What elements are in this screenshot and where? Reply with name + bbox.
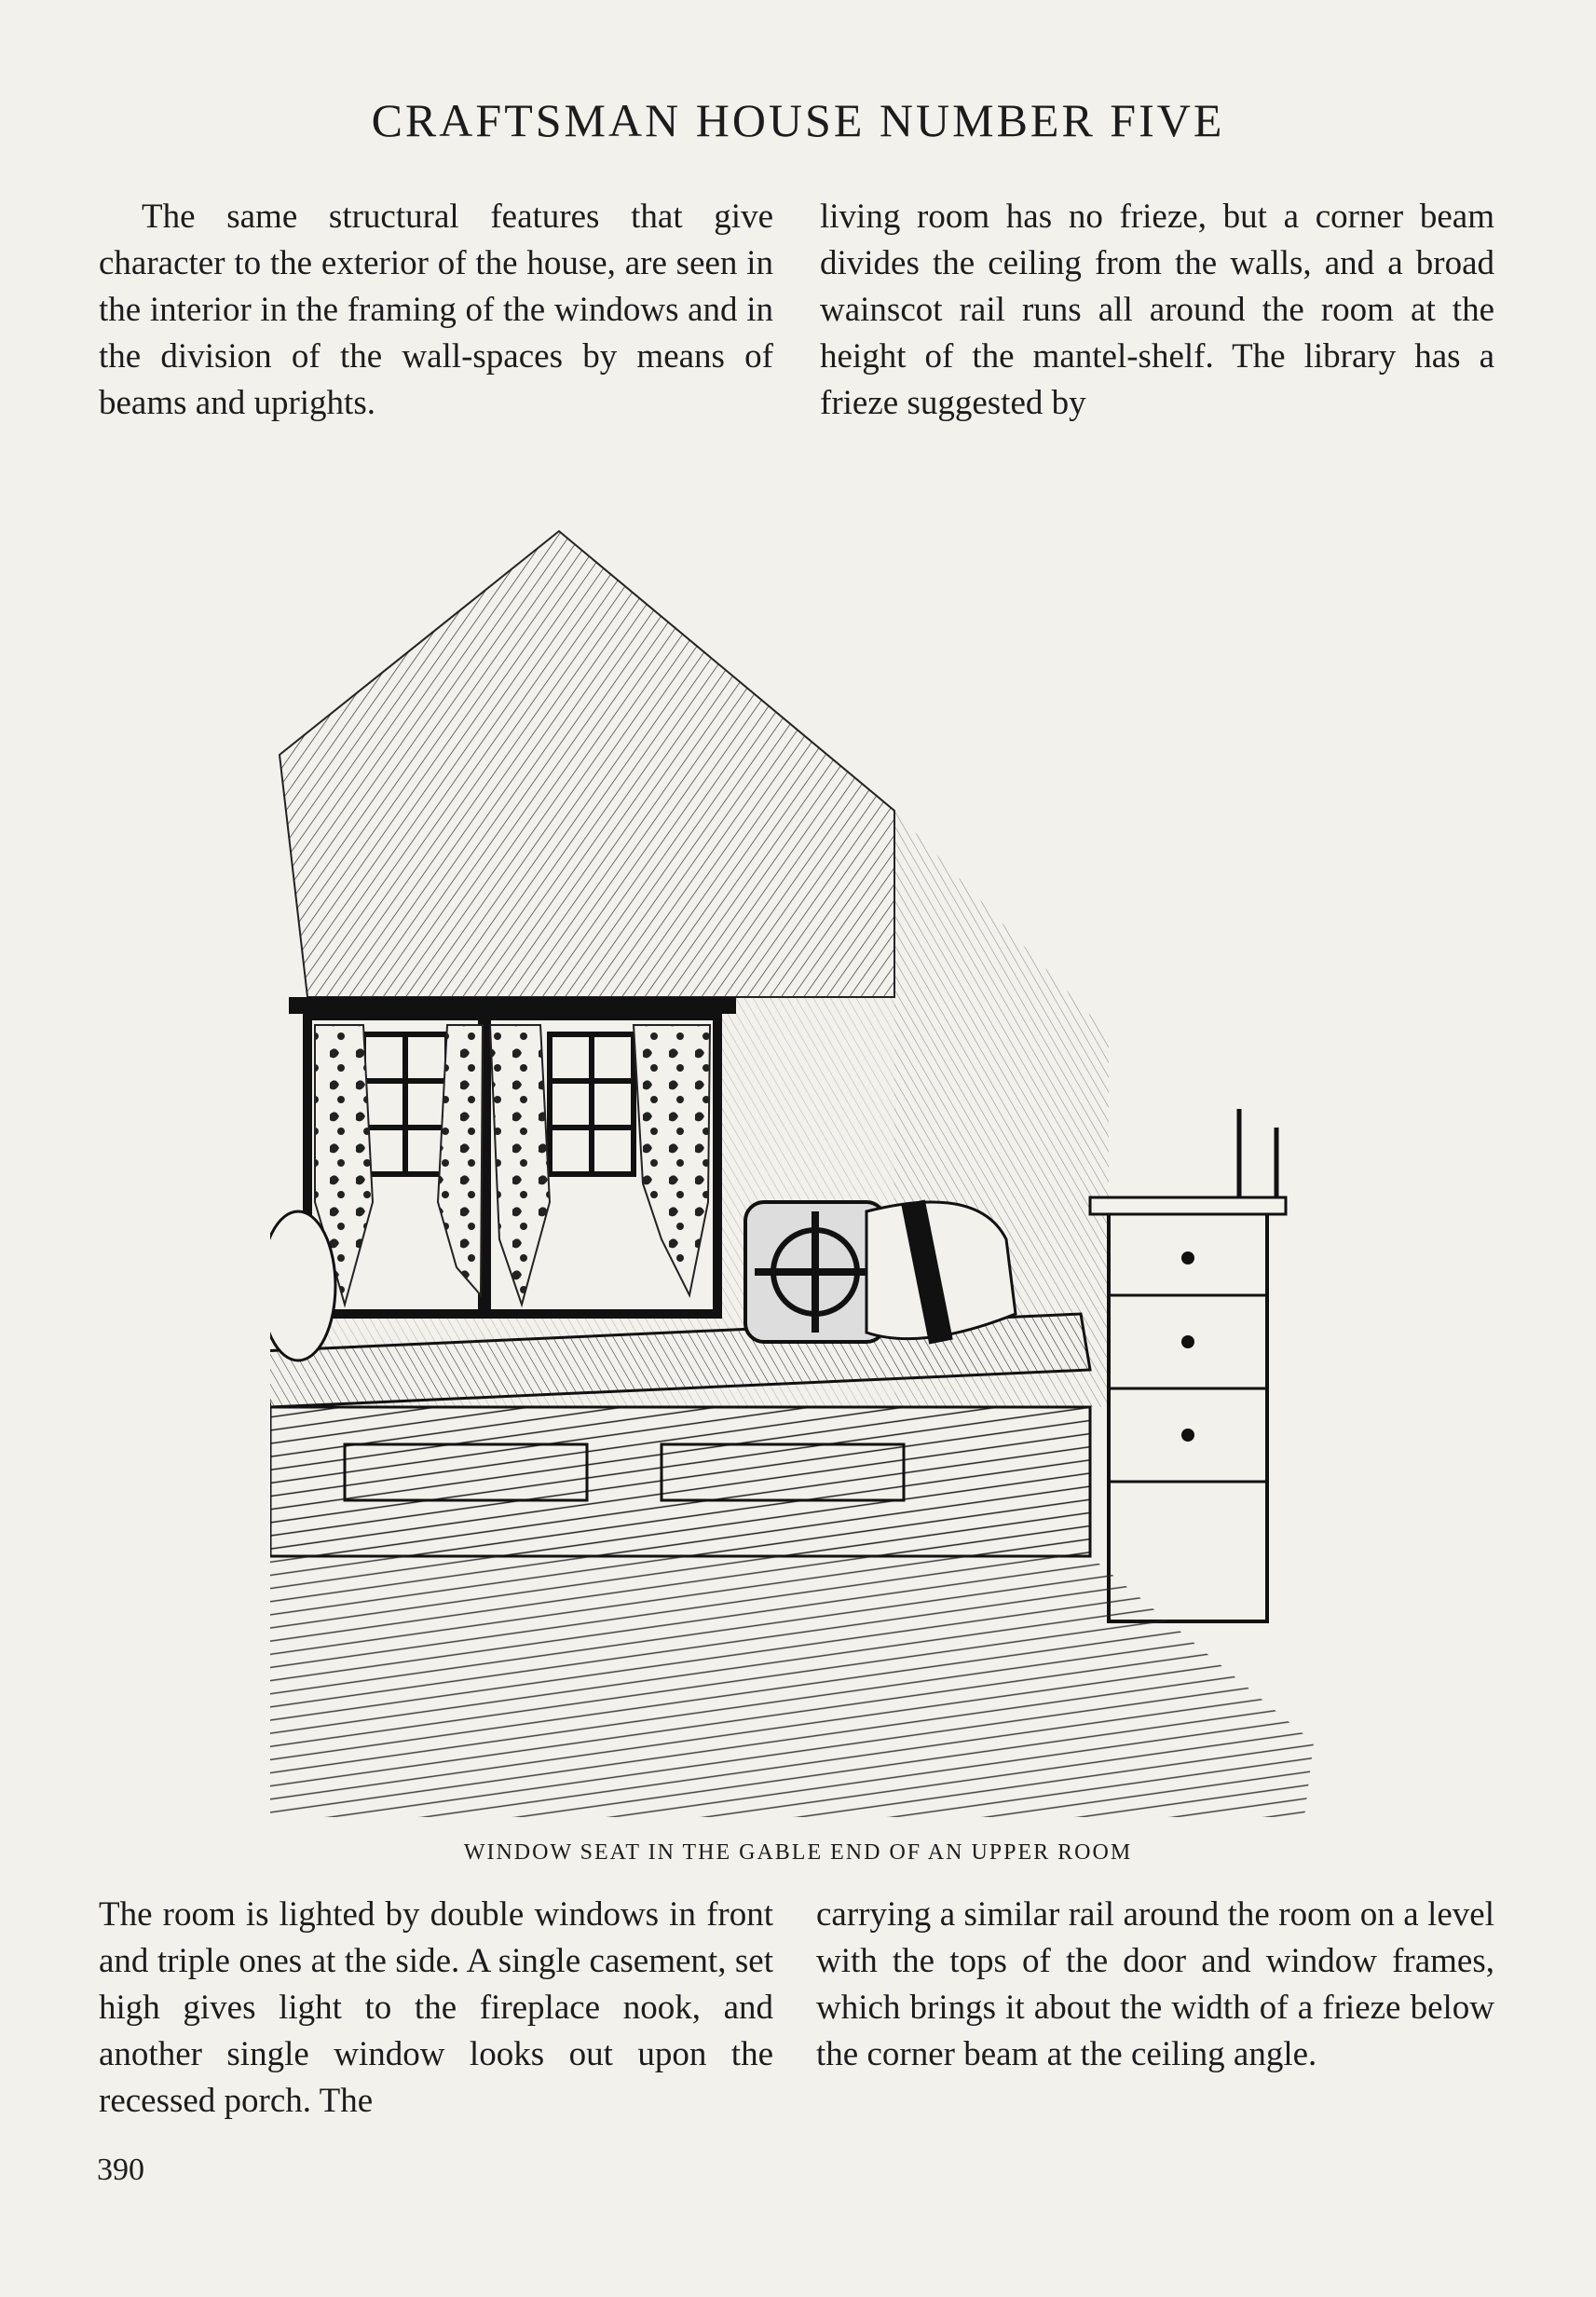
gable-wall	[280, 531, 894, 997]
dresser	[1109, 1211, 1267, 1621]
figure-caption: WINDOW SEAT IN THE GABLE END OF AN UPPER ROOM	[463, 1840, 1133, 1865]
seat-front	[270, 1407, 1090, 1556]
column-top-right	[820, 194, 1494, 427]
paragraph-room-lighting: The room is lighted by double windows in front and triple ones at the side. A single casement, set high gives light to the fireplace nook, and another single window looks out upon the recessed porch. The	[99, 1895, 773, 2120]
paragraph-rail: carrying a similar rail around the room on a level with the tops of the door and window frames, which brings it about the width of a frieze below the corner beam at the ceiling angle.	[816, 1895, 1494, 2073]
window-seat-illustration	[270, 475, 1314, 1817]
page-number: 390	[97, 2153, 144, 2187]
column-bottom-right	[816, 1892, 1494, 2078]
cushion-left	[270, 1211, 335, 1360]
paragraph-living-room: living room has no frieze, but a corner beam divides the ceiling from the walls, and a broad wainscot rail runs all around the room at the height of the mantel-shelf. The library has a frieze suggested by	[820, 198, 1494, 422]
page-title: CRAFTSMAN HOUSE NUMBER FIVE	[371, 94, 1225, 146]
column-top-left	[99, 194, 773, 427]
paragraph-exterior-interior: The same structural features that give character to the exterior of the house, are seen in the interior in the framing of the windows and in the division of the wall-spaces by means of beams and uprights.	[99, 198, 773, 422]
column-bottom-left	[99, 1892, 773, 2125]
